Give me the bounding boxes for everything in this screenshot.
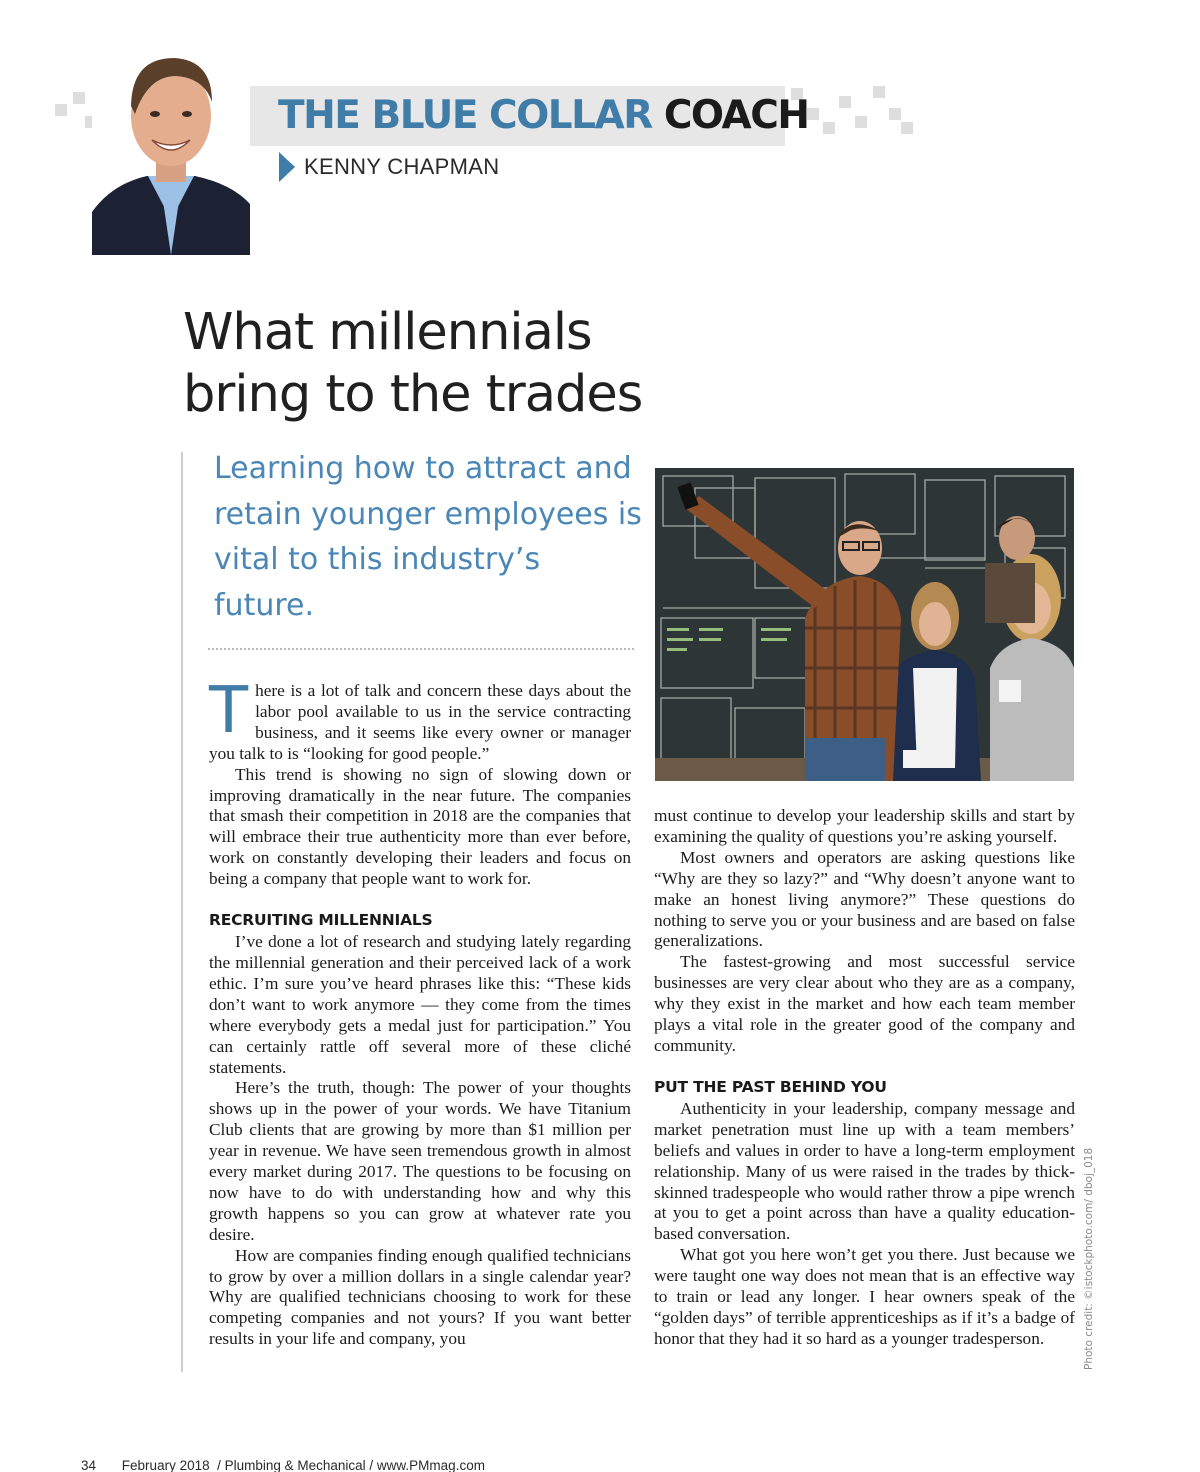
column-name: [278, 90, 809, 142]
article-body-left-column: [209, 674, 631, 1350]
deck-divider: [208, 648, 634, 650]
page-number: 34: [81, 1458, 97, 1472]
paragraph: I’ve done a lot of research and studying lately regarding the millennial generation and their perceived lack of a work ethic. I’m sure you’ve heard phrases like this: “These kids don’t want to work anymore — they come from the times where everybody gets a medal just for participation.” You can certainly rattle off several more of these cliché statements.: [209, 932, 631, 1077]
author-byline: [279, 150, 499, 184]
paragraph: How are companies finding enough qualified technicians to grow by over a million dollars in a single calendar year? Why are qualified technicians choosing to work for these competing companies and not yours? If you want better results in your life and company, you: [209, 1245, 631, 1349]
column-name-blue: THE BLUE COLLAR: [278, 93, 652, 138]
page-footer: [81, 1458, 485, 1472]
deck-vertical-rule: [181, 452, 183, 1372]
author-headshot: [92, 44, 250, 255]
paragraph: [209, 674, 631, 765]
chevron-right-icon: [279, 152, 295, 182]
article-headline: [183, 302, 803, 426]
drop-cap: T: [209, 674, 249, 748]
paragraph: Authenticity in your leadership, company message and market penetration must line up with a team members’ beliefs and values in order to have a long-term employment relationship. Many of us were raised in the trades by thick-skinned tradespeople who would rather throw a pipe wrench at you to get a point across than have a quality education-based conversation.: [654, 1098, 1075, 1244]
column-name-black: COACH: [663, 93, 809, 138]
paragraph: Here’s the truth, though: The power of your thoughts shows up in the power of your words. We have Titanium Club clients that are growing by more than $1 million per year in revenue. We have seen tremendous growth in almost every market during 2017. The questions to be focusing on now have to do with understanding how and why this growth happens so you can grow at whatever rate you desire.: [209, 1078, 631, 1244]
article-photo: [655, 468, 1074, 781]
paragraph: The fastest-growing and most successful service businesses are very clear about who they are as a company, why they exist in the market and how each team member plays a vital role in the greater good of the company and community.: [654, 952, 1075, 1055]
photo-credit: Photo credit: ©istockphoto.com/ dboj_018: [1083, 1147, 1095, 1370]
subhead-put-the-past-behind-you: PUT THE PAST BEHIND YOU: [654, 1077, 887, 1096]
headline-line-2: bring to the trades: [183, 365, 643, 424]
author-name: KENNY CHAPMAN: [304, 154, 500, 179]
article-body-right-column: [654, 806, 1075, 1350]
paragraph: What got you here won’t get you there. Just because we were taught one way does not mean that is an effective way to train or lead any longer. I hear owners speak of the “golden days” of terrible apprenticeships as if it’s a badge of honor that they had it so hard as a younger tradesperson.: [654, 1245, 1075, 1348]
paragraph: must continue to develop your leadership skills and start by examining the quality of questions you’re asking yourself.: [654, 806, 1075, 846]
paragraph-text: here is a lot of talk and concern these days about the labor pool available to us in the service contracting business, and it seems like every owner or manager you talk to is “looking for good people.”: [209, 681, 631, 763]
paragraph: This trend is showing no sign of slowing down or improving dramatically in the near future. The companies that smash their competition in 2018 are the companies that will embrace their true authenticity more than ever before, work on constantly developing their leaders and focus on being a company that people want to work for.: [209, 764, 631, 889]
footer-info: February 2018 / Plumbing & Mechanical / www.PMmag.com: [121, 1458, 485, 1472]
headline-line-1: What millennials: [183, 303, 592, 362]
subhead-recruiting-millennials: RECRUITING MILLENNIALS: [209, 911, 433, 930]
article-deck: Learning how to attract and retain younger employees is vital to this industry’s future.: [214, 451, 642, 623]
paragraph: Most owners and operators are asking questions like “Why are they so lazy?” and “Why doesn’t anyone want to make an honest living anymore?” These questions do nothing to serve you or your business and are based on false generalizations.: [654, 847, 1075, 951]
